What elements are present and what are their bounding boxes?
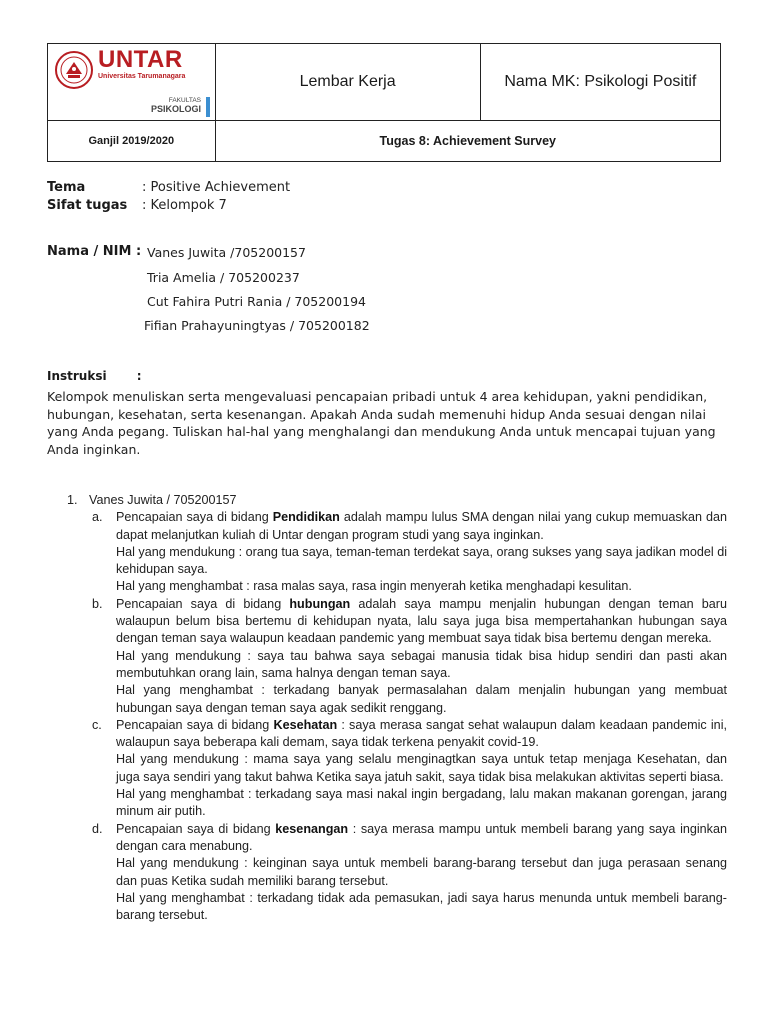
university-seal-icon xyxy=(54,50,94,90)
achievement-post: adalah saya mampu menjalin hubungan dengan teman baru walaupun belum bisa bertemu di kehidupan nyata, lalu saya juga bisa mempertahankan hubungan saya dengan teman saya walaupun keadaan pandemic yang membuat saya tidak bisa bertemu dengan mereka. xyxy=(116,596,727,646)
logo-university: Universitas Tarumanagara xyxy=(98,73,186,80)
support-text: Hal yang mendukung : mama saya yang selalu menginagtkan saya untuk tetap menjaga Kesehatan, dan juga saya sendiri yang takut bahwa Ketika saya jatuh sakit, saya tidak bisa melakukan aktivitas seperti biasa. xyxy=(116,752,727,784)
instruction-title: Instruksi xyxy=(47,369,107,383)
achievement-pre: Pencapaian saya di bidang xyxy=(116,510,273,525)
achievement-list xyxy=(47,492,727,924)
list-item-person xyxy=(47,492,727,509)
item-letter: c. xyxy=(92,717,102,732)
logo-faculty xyxy=(151,97,201,113)
list-item xyxy=(47,821,727,925)
task-title: Tugas 8: Achievement Survey xyxy=(215,121,720,162)
obstacle-text: Hal yang menghambat : rasa malas saya, rasa ingin menyerah ketika menghadapi kesulitan. xyxy=(116,579,632,594)
area-keyword: Pendidikan xyxy=(272,510,340,525)
list-item xyxy=(47,596,727,717)
semester: Ganjil 2019/2020 xyxy=(48,121,216,162)
tema-label: Tema xyxy=(47,180,86,195)
obstacle-text: Hal yang menghambat : terkadang banyak permasalahan dalam menjalin hubungan yang membuat hubungan saya dengan teman saya agak sedikit renggang. xyxy=(116,683,727,715)
support-text: Hal yang mendukung : orang tua saya, teman-teman terdekat saya, orang sukses yang saya jadikan model di kehidupan saya. xyxy=(116,544,727,577)
list-item xyxy=(47,717,727,821)
untar-logo xyxy=(52,48,210,118)
logo-brand: UNTAR xyxy=(98,46,183,73)
member-name: Fifian Prahayuningtyas / 705200182 xyxy=(144,318,370,333)
instruction-colon: : xyxy=(136,369,142,383)
logo-cell xyxy=(48,44,216,121)
support-text: Hal yang mendukung : saya tau bahwa saya sebagai manusia tidak bisa hidup sendiri dan pasti akan membutuhkan orang lain, sama halnya dengan teman saya. xyxy=(116,648,727,680)
item-letter: d. xyxy=(92,821,103,836)
faculty-label: FAKULTAS xyxy=(168,97,201,104)
person-name: Vanes Juwita / 705200157 xyxy=(89,493,237,507)
header-table xyxy=(47,43,721,162)
achievement-pre: Pencapaian saya di bidang xyxy=(116,821,276,836)
achievement-post: : saya merasa sangat sehat walaupun dalam keadaan pandemic ini, walaupun saya beberapa kali demam, saya tidak terkena penyakit covid-19. xyxy=(116,717,727,750)
member-name: Cut Fahira Putri Rania / 705200194 xyxy=(147,294,366,309)
list-number: 1. xyxy=(67,493,78,507)
item-letter: a. xyxy=(92,510,103,525)
achievement-pre: Pencapaian saya di bidang xyxy=(116,717,274,732)
item-letter: b. xyxy=(92,596,103,611)
achievement-pre: Pencapaian saya di bidang xyxy=(116,596,290,611)
faculty-name: PSIKOLOGI xyxy=(150,104,201,114)
sifat-label: Sifat tugas xyxy=(47,198,128,213)
support-text: Hal yang mendukung : keinginan saya untuk membeli barang-barang tersebut dan juga perasaan senang dan puas Ketika sudah memiliki barang tersebut. xyxy=(116,856,727,888)
instruction-text: Kelompok menuliskan serta mengevaluasi pencapaian pribadi untuk 4 area kehidupan, yakni pendidikan, hubungan, kesehatan, serta kesenangan. Apakah Anda sudah memenuhi hidup Anda sesuai dengan nilai yang Anda pegang. Tuliskan hal-hal yang menghalangi dan mendukung Anda untuk mencapai tujuan yang Anda inginkan. xyxy=(47,389,716,457)
obstacle-text: Hal yang menghambat : terkadang tidak ada pemasukan, jadi saya harus menunda untuk membeli barang-barang tersebut. xyxy=(116,890,727,923)
area-keyword: kesenangan xyxy=(275,821,349,836)
achievement-text xyxy=(116,509,727,544)
logo-accent-bar xyxy=(206,97,210,117)
member-name: Vanes Juwita /705200157 xyxy=(147,245,306,260)
area-keyword: Kesehatan xyxy=(273,717,338,732)
achievement-post: adalah mampu lulus SMA dengan nilai yang cukup memuaskan dan dapat melanjutkan kuliah di Untar dengan program studi yang saya inginkan. xyxy=(116,510,727,542)
nama-label: Nama / NIM : xyxy=(47,244,142,259)
obstacle-text: Hal yang menghambat : terkadang saya masi nakal ingin bergadang, lalu makan makanan gorengan, jarang minum air putih. xyxy=(116,787,727,819)
list-item xyxy=(47,509,727,595)
sifat-value: : Kelompok 7 xyxy=(142,198,227,213)
achievement-text xyxy=(116,821,727,856)
achievement-text xyxy=(116,596,727,648)
document-title: Lembar Kerja xyxy=(215,44,480,121)
tema-value: : Positive Achievement xyxy=(142,180,291,195)
member-name: Tria Amelia / 705200237 xyxy=(147,270,300,285)
achievement-post: : saya merasa mampu untuk membeli barang yang saya inginkan dengan cara menabung. xyxy=(116,821,727,853)
course-name: Nama MK: Psikologi Positif xyxy=(480,44,720,121)
instruction-heading xyxy=(47,369,142,383)
achievement-text xyxy=(116,717,727,752)
area-keyword: hubungan xyxy=(289,596,351,611)
